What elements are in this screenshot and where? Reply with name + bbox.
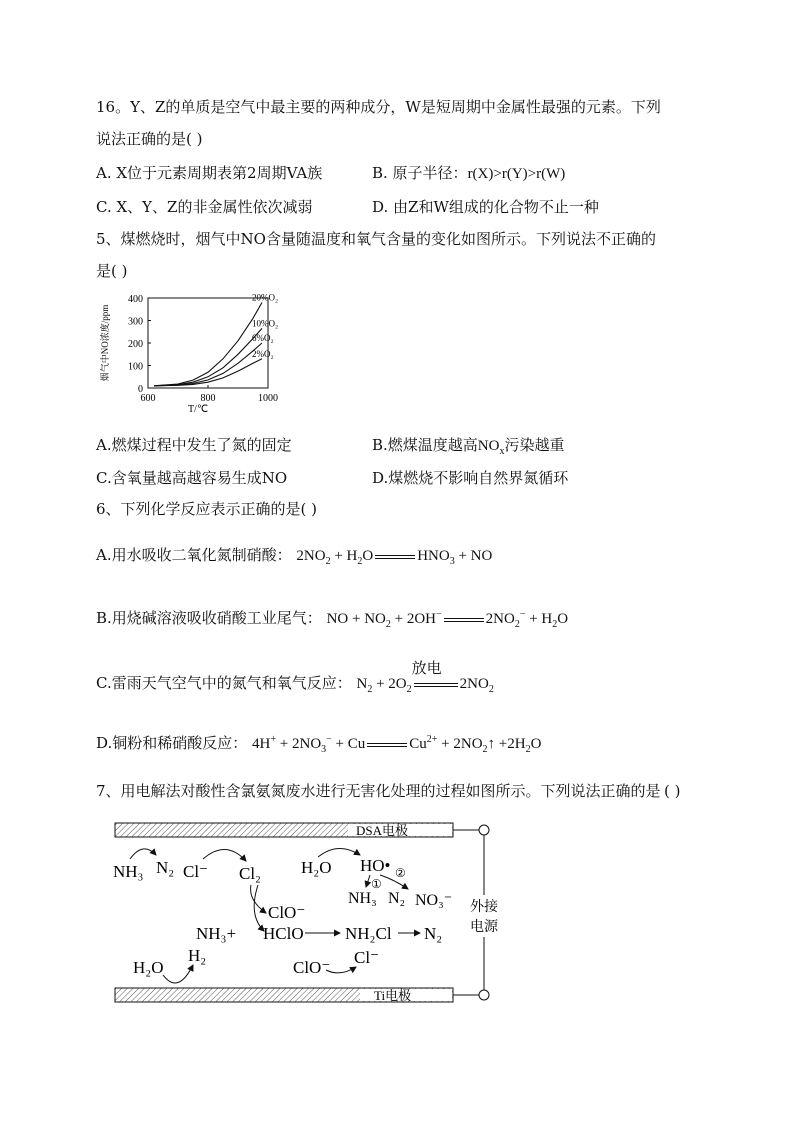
species-nh3-plus: NH₃+ [196, 924, 237, 943]
q6-option-d [96, 732, 541, 755]
q6-option-b-equation: NO + $NO_2 + 2OH^-$ $2NO_2^- + H_2O$ [326, 609, 569, 630]
y-tick-label: 300 [128, 316, 143, 328]
series-label: 6%O₂ [252, 333, 274, 343]
q16-option-c: C. X、Y、Z的非金属性依次减弱 [96, 198, 313, 216]
y-tick-label: 0 [138, 384, 143, 395]
chart-frame [148, 298, 268, 388]
path-marker-1: ① [371, 877, 382, 891]
species-nh3-b: NH₃ [348, 890, 377, 907]
q6-stem: 6、下列化学反应表示正确的是( ) [96, 500, 318, 518]
series-line [154, 303, 262, 386]
q5-option-b-suffix: 污染越重 [504, 436, 565, 454]
series-label: 2%O₂ [252, 348, 274, 359]
series-line [154, 343, 262, 386]
power-label-1: 外接 [470, 900, 498, 915]
q5-stem-line2: 是( ) [96, 262, 128, 280]
q5-stem-line1: 5、煤燃烧时，烟气中NO含量随温度和氧气含量的变化如图所示。下列说法不正确的 [96, 230, 656, 248]
species-cl2: Cl₂ [239, 864, 261, 883]
species-nh2cl: NH₂Cl [345, 924, 392, 943]
q5-option-a: A.燃煤过程中发生了氮的固定 [96, 436, 292, 454]
q5-option-d: D.煤燃烧不影响自然界氮循环 [372, 469, 569, 487]
y-tick-label: 200 [128, 339, 143, 350]
species-h2o-top: H₂O [301, 858, 332, 877]
q5-option-b-no: NO [477, 438, 500, 454]
electrolysis-diagram [108, 815, 498, 1010]
q16-stem-line2: 说法正确的是( ) [96, 130, 203, 148]
species-nh3: NH₃ [113, 862, 144, 881]
species-h2o-bottom: H₂O [133, 958, 164, 977]
q16-option-a: A. X位于元素周期表第2周期VA族 [96, 164, 323, 182]
q5-option-c: C.含氧量越高越容易生成NO [96, 469, 288, 487]
species-cl-minus-bottom: Cl⁻ [354, 948, 380, 967]
no-concentration-chart [96, 290, 296, 420]
species-clo-minus: ClO⁻ [268, 903, 306, 922]
q6-option-a [96, 544, 492, 567]
y-tick-label: 100 [128, 361, 143, 373]
q7-stem-paren: ( ) [664, 782, 681, 800]
power-label-2: 电源 [470, 920, 498, 935]
q5-option-b [372, 434, 564, 457]
q6-option-c-label: C.雷雨天气空气中的氮气和氧气反应： [96, 674, 352, 692]
q6-option-a-label: A.用水吸收二氧化氮制硝酸： [96, 546, 292, 564]
q6-option-b-label: B.用烧碱溶液吸收硝酸工业尾气： [96, 609, 322, 627]
q16-stem-line1: 16。Y、Z的单质是空气中最主要的两种成分，W是短周期中金属性最强的元素。下列 [96, 98, 661, 116]
species-h2: H₂ [188, 946, 207, 965]
x-axis-label: T/℃ [187, 404, 209, 415]
species-n2: N₂ [156, 858, 175, 877]
ti-electrode-label: Ti电极 [374, 988, 412, 1003]
q6-option-d-label: D.铜粉和稀硝酸反应： [96, 734, 248, 752]
q16-option-b-prefix: B. 原子半径： [372, 164, 468, 182]
q16-option-b-formula: r(X)>r(Y)>r(W) [467, 166, 566, 182]
series-label: 20%O₂ [252, 292, 279, 303]
species-n2-b: N₂ [388, 890, 406, 907]
q7-stem: 7、用电解法对酸性含氯氨氮废水进行无害化处理的过程如图所示。下列说法正确的是 [96, 782, 661, 800]
q6-option-c-condition: 放电 [411, 658, 442, 677]
y-axis-label: 烟气中NO浓度/ppm [100, 304, 110, 382]
q6-option-a-equation: $2NO_2 + H_2O$ $HNO_3$ + NO [296, 548, 493, 567]
species-no3: NO₃⁻ [415, 892, 453, 909]
q5-option-b-sub: x [499, 446, 505, 457]
q6-option-d-equation: $4H^+ + 2NO_3^- + Cu$ $Cu^{2+}$ + $2NO_2↑ +2H_2O$ [252, 734, 542, 755]
series-label: 10%O₂ [252, 318, 279, 329]
x-tick-label: 1000 [258, 393, 278, 404]
species-hclo: HClO [263, 924, 304, 943]
species-clo-minus-bottom: ClO⁻ [293, 958, 331, 977]
q6-option-c [96, 658, 494, 695]
x-tick-label: 600 [140, 393, 156, 404]
x-tick-label: 800 [200, 393, 216, 404]
q6-option-b [96, 607, 568, 630]
q5-option-b-prefix: B.燃煤温度越高 [372, 436, 478, 454]
q16-option-b [372, 162, 565, 185]
species-n2-c: N₂ [424, 924, 443, 943]
q6-option-c-equation: $N_2 + 2O_2$ 放电 $2NO_2$ [356, 658, 494, 695]
species-cl-minus: Cl⁻ [183, 862, 209, 881]
y-tick-label: 400 [128, 294, 143, 305]
q16-option-d: D. 由Z和W组成的化合物不止一种 [372, 198, 599, 216]
species-ho-radical: HO• [360, 856, 391, 875]
dsa-electrode-label: DSA电极 [356, 823, 409, 838]
path-marker-2: ② [395, 866, 406, 880]
